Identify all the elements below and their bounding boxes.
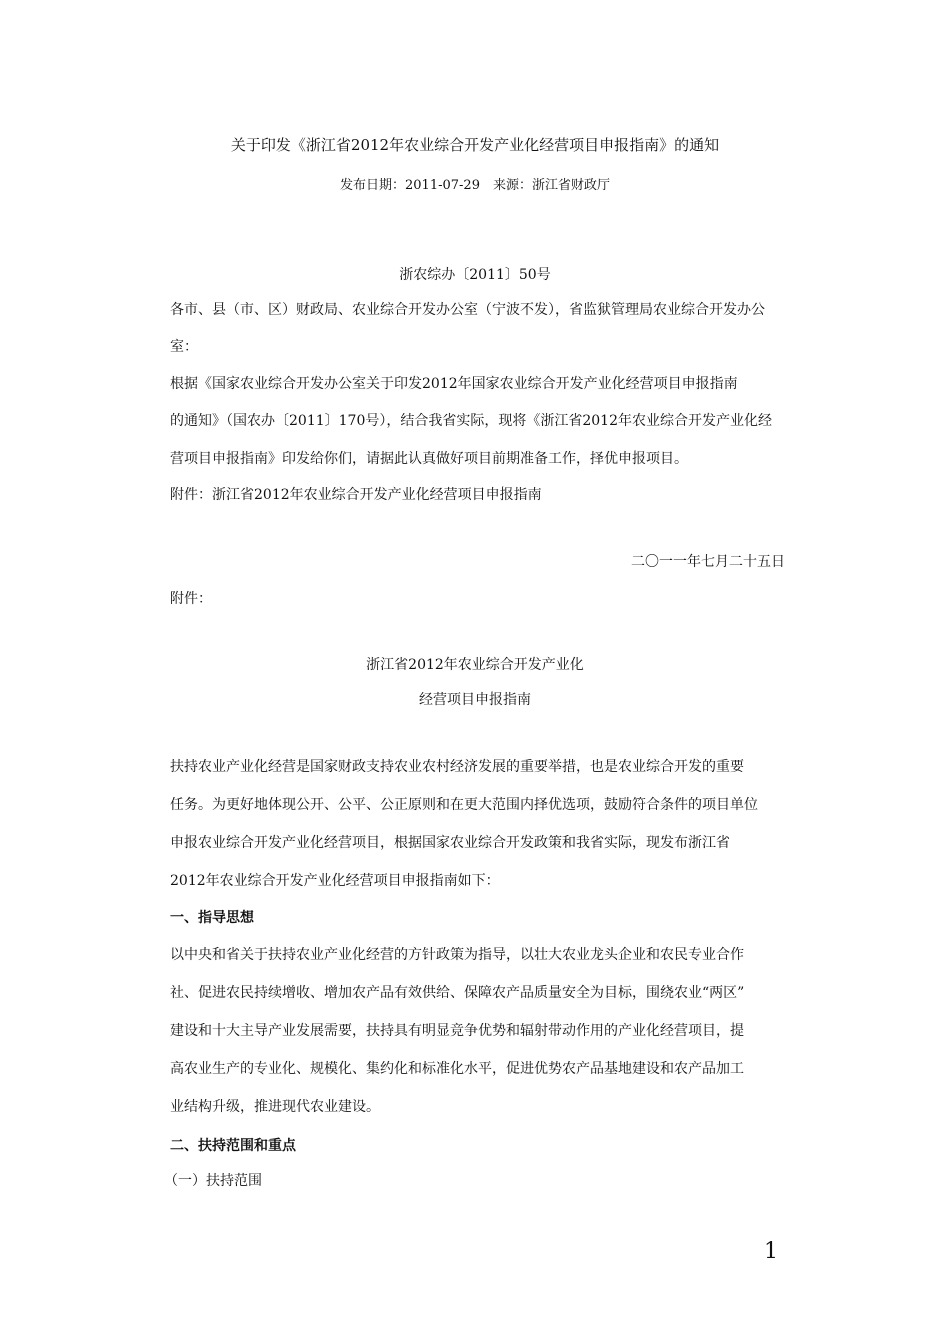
intro-line: 2012年农业综合开发产业化经营项目申报指南如下： [170, 873, 500, 889]
body-line: 根据《国家农业综合开发办公室关于印发2012年国家农业综合开发产业化经营项目申报指南 [170, 376, 738, 392]
section-body-line: 高农业生产的专业化、规模化、集约化和标准化水平，促进优势农产品基地建设和农产品加工 [170, 1061, 744, 1077]
intro-line: 申报农业综合开发产业化经营项目，根据国家农业综合开发政策和我省实际，现发布浙江省 [170, 835, 730, 851]
addressee-line: 各市、县（市、区）财政局、农业综合开发办公室（宁波不发），省监狱管理局农业综合开发办公 [170, 302, 765, 318]
attachment-note: 附件：浙江省2012年农业综合开发产业化经营项目申报指南 [170, 487, 542, 503]
intro-line: 扶持农业产业化经营是国家财政支持农业农村经济发展的重要举措，也是农业综合开发的重要 [170, 759, 744, 775]
guide-title: 经营项目申报指南 [419, 692, 531, 708]
section-heading: 一、指导思想 [170, 910, 254, 926]
intro-line: 任务。为更好地体现公开、公平、公正原则和在更大范围内择优选项，鼓励符合条件的项目单位 [170, 797, 758, 813]
subsection-heading: （一）扶持范围 [164, 1173, 262, 1189]
section-heading: 二、扶持范围和重点 [170, 1138, 296, 1154]
section-body-line: 社、促进农民持续增收、增加农产品有效供给、保障农产品质量安全为目标，围绕农业“两区” [170, 985, 745, 1001]
publish-meta: 发布日期：2011-07-29 来源：浙江省财政厅 [340, 178, 610, 193]
guide-title: 浙江省2012年农业综合开发产业化 [366, 657, 584, 673]
addressee-line: 室： [170, 339, 198, 355]
document-number: 浙农综办〔2011〕50号 [399, 267, 551, 283]
section-body-line: 业结构升级，推进现代农业建设。 [170, 1099, 380, 1115]
body-line: 营项目申报指南》印发给你们，请据此认真做好项目前期准备工作，择优申报项目。 [170, 451, 688, 467]
attachment-label: 附件： [170, 591, 212, 607]
section-body-line: 以中央和省关于扶持农业产业化经营的方针政策为指导，以壮大农业龙头企业和农民专业合作 [170, 947, 744, 963]
document-title: 关于印发《浙江省2012年农业综合开发产业化经营项目申报指南》的通知 [230, 136, 720, 154]
page-number: 1 [764, 1239, 778, 1264]
body-line: 的通知》（国农办〔2011〕170号），结合我省实际，现将《浙江省2012年农业综合开发产业化经 [170, 413, 772, 429]
section-body-line: 建设和十大主导产业发展需要，扶持具有明显竞争优势和辐射带动作用的产业化经营项目，提 [170, 1023, 744, 1039]
issue-date: 二〇一一年七月二十五日 [631, 554, 785, 570]
